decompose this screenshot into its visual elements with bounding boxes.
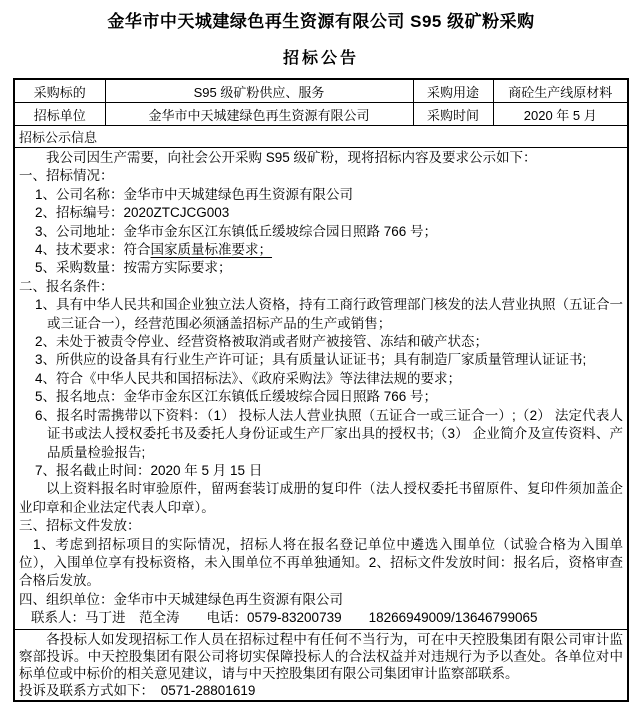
announcement-info-header: 招标公示信息 <box>14 126 628 148</box>
tech-requirements-prefix: 4、技术要求：符合 <box>35 242 151 258</box>
tender-unit-label: 招标单位 <box>14 103 105 126</box>
table-row <box>14 126 628 148</box>
table-row <box>14 148 628 630</box>
section1-heading: 一、招标情况： <box>19 168 114 184</box>
complaint-contact-line: 投诉及联系方式如下： 0571-28801619 <box>19 682 256 698</box>
page-subtitle: 招标公告 <box>282 50 359 67</box>
item-tech-requirements <box>19 241 623 259</box>
procurement-time-value: 2020 年 5 月 <box>493 103 628 126</box>
condition-legal-person: 1、具有中华人民共和国企业独立法人资格，持有工商行政管理部门核发的法人营业执照（五证合一或三证合一），经营范围必须涵盖招标产品的生产或销售； <box>35 297 624 331</box>
section4-heading: 四、组织单位：金华市中天城建绿色再生资源有限公司 <box>19 591 343 607</box>
procurement-subject-label: 采购标的 <box>14 79 105 103</box>
table-row <box>14 103 628 126</box>
document-issuance-paragraph: 1、考虑到招标项目的实际情况，招标人将在报名登记单位中遴选入围单位（试验合格为入围单位），入围单位享有投标资格，未入围单位不再单独通知。2、招标文件发放时间：报名后，资格审查合格后发放。 <box>19 536 623 589</box>
complaint-paragraph: 各投标人如发现招标工作人员在招标过程中有任何不当行为，可在中天控股集团有限公司审计监察部投诉。中天控股集团有限公司将切实保障投标人的合法权益并对违规行为予以查处。各单位对中标单位或中标价的相关意见建议，请与中天控股集团有限公司集团审计监察部联系。 <box>19 631 623 681</box>
intro-paragraph: 我公司因生产需要，向社会公开采购 S95 级矿粉，现将招标内容及要求公示如下： <box>46 150 537 165</box>
contacts-line: 联系人：马丁进 范全涛 电话：0579-83200739 18266949009/13646799065 <box>31 610 538 626</box>
table-row <box>14 629 628 701</box>
table-row <box>14 79 628 103</box>
item-company-address: 3、公司地址：金华市金东区江东镇低丘缓坡综合园日照路 766 号； <box>35 223 438 239</box>
announcement-body-cell <box>14 148 628 630</box>
registration-location: 5、报名地点：金华市金东区江东镇低丘缓坡综合园日照路 766 号； <box>35 389 438 405</box>
registration-materials: 6、报名时需携带以下资料：（1） 投标人法人营业执照（五证合一或三证合一）;（2） 法定代表人证书或法人授权委托书及委托人身份证或生产厂家出具的授权书;（3） 企业简介及宣传资料、产品质量检验报告; <box>35 407 623 460</box>
condition-certificates: 3、所供应的设备具有行业生产许可证；具有质量认证证书；具有制造厂家质量管理认证证书; <box>35 352 587 368</box>
item-quantity: 5、采购数量：按需方实际要求； <box>35 260 232 276</box>
tender-unit-value: 金华市中天城建绿色再生资源有限公司 <box>105 103 413 126</box>
complaint-cell <box>14 629 628 701</box>
tender-info-table <box>13 78 629 702</box>
item-company-name: 1、公司名称：金华市中天城建绿色再生资源有限公司 <box>35 186 354 202</box>
item-tender-number: 2、招标编号：2020ZTCJCG003 <box>35 205 230 221</box>
condition-laws: 4、符合《中华人民共和国招标法》、《政府采购法》等法律法规的要求； <box>35 370 462 386</box>
procurement-time-label: 采购时间 <box>413 103 493 126</box>
section3-heading: 三、招标文件发放： <box>19 518 141 534</box>
condition-operating-status: 2、未处于被责令停业、经营资格被取消或者财产被接管、冻结和破产状态； <box>35 334 489 350</box>
procurement-use-value: 商砼生产线原材料 <box>493 79 628 103</box>
procurement-subject-value: S95 级矿粉供应、服务 <box>105 79 413 103</box>
section2-heading: 二、报名条件： <box>19 278 114 294</box>
materials-note: 以上资料报名时审验原件，留两套装订成册的复印件（法人授权委托书留原件、复印件须加盖企业印章和企业法定代表人印章）。 <box>19 481 623 515</box>
page-title: 金华市中天城建绿色再生资源有限公司 S95 级矿粉采购 <box>107 12 535 31</box>
registration-deadline: 7、报名截止时间：2020 年 5 月 15 日 <box>35 462 263 478</box>
tech-requirements-underlined: 国家质量标准要求； <box>150 242 273 258</box>
procurement-use-label: 采购用途 <box>413 79 493 103</box>
